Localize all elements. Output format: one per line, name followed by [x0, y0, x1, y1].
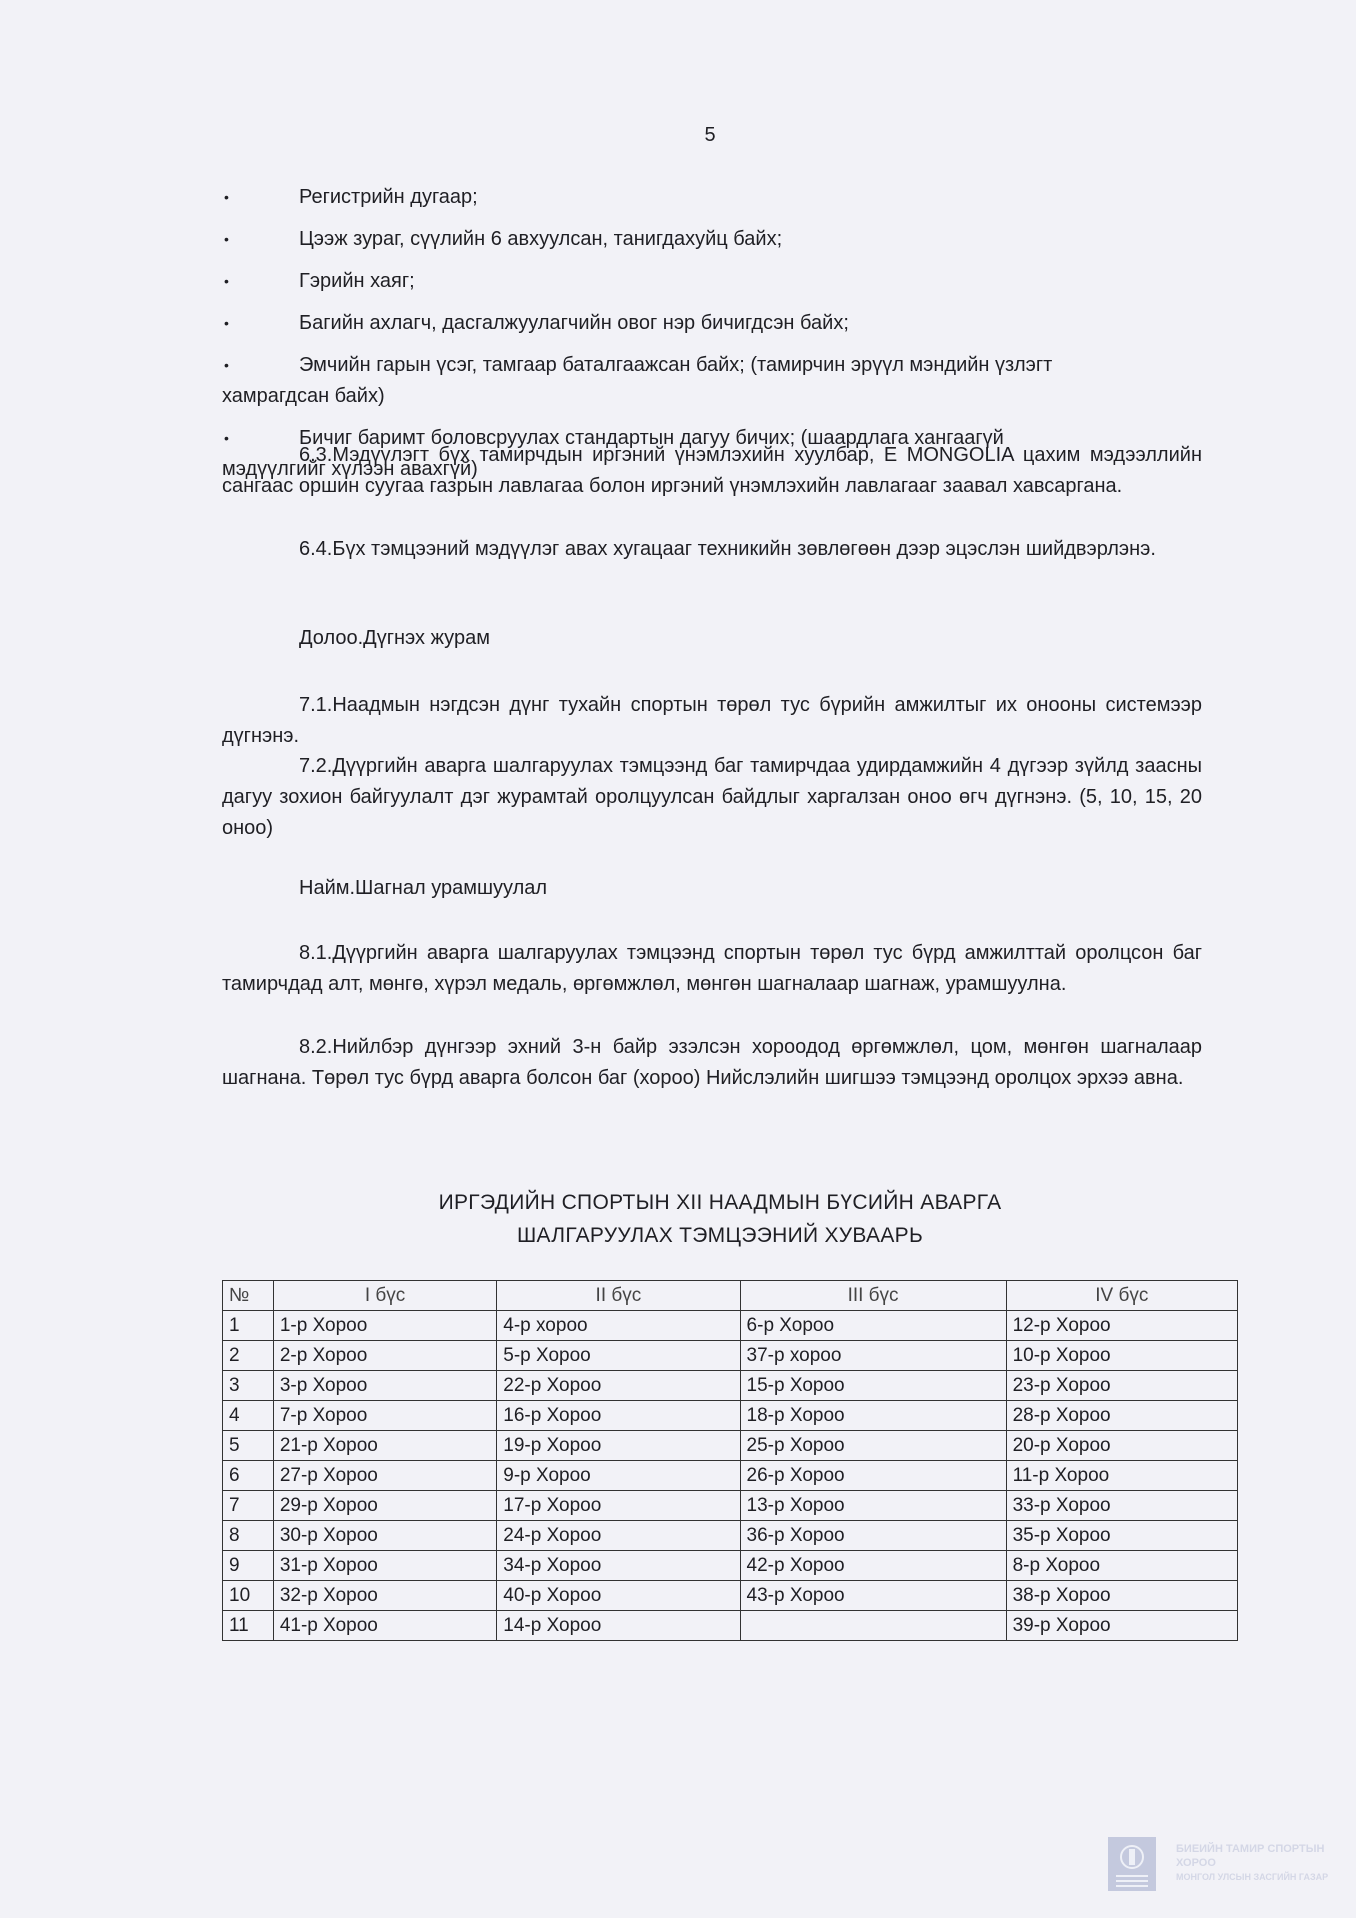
- paragraph-8-1: 8.1.Дүүргийн аварга шалгаруулах тэмцээнд спортын төрөл тус бүрд амжилттай оролцсон баг тамирчдад алт, мөнгө, хүрэл медаль, өргөмжлөл, мөнгөн шагналаар шагнаж, урамшуулна.: [222, 942, 1202, 995]
- bullet-marker: •: [224, 231, 229, 247]
- stamp-text: [1176, 1842, 1346, 1884]
- row-number-cell: 6: [223, 1461, 274, 1491]
- zone-2-cell: 16-р Хороо: [497, 1401, 740, 1431]
- table-row: [223, 1311, 1238, 1341]
- list-item-text: Бичиг баримт боловсруулах стандартын дагуу бичих; (шаардлага хангаагүй: [299, 427, 1004, 449]
- zone-1-cell: 30-р Хороо: [273, 1521, 496, 1551]
- zone-1-cell: 31-р Хороо: [273, 1551, 496, 1581]
- table-header-row: [223, 1281, 1238, 1311]
- zone-2-cell: 9-р Хороо: [497, 1461, 740, 1491]
- paragraph-7-2: 7.2.Дүүргийн аварга шалгаруулах тэмцээнд баг тамирчдаа удирдамжийн 4 дүгээр зүйлд заасны дагуу зохион байгуулалт дэг журамтай оролцуулсан байдлыг харгалзан оноо өгч дүгнэнэ. (5, 10, 15, 20 оноо): [222, 755, 1202, 839]
- list-item-continuation: хамрагдсан байх): [222, 385, 385, 407]
- zone-3-cell: 42-р Хороо: [740, 1551, 1006, 1581]
- zone-4-cell: 39-р Хороо: [1006, 1611, 1237, 1641]
- row-number-cell: 4: [223, 1401, 274, 1431]
- paragraph-8-2: 8.2.Нийлбэр дүнгээр эхний 3-н байр эзэлсэн хороодод өргөмжлөл, цом, мөнгөн шагналаар шагнана. Төрөл тус бүрд аварга болсон баг (хороо) Нийслэлийн шигшээ тэмцээнд оролцох эрхээ авна.: [222, 1036, 1202, 1089]
- zone-4-cell: 38-р Хороо: [1006, 1581, 1237, 1611]
- zone-2-cell: 19-р Хороо: [497, 1431, 740, 1461]
- row-number-cell: 9: [223, 1551, 274, 1581]
- row-number-cell: 2: [223, 1341, 274, 1371]
- zone-1-cell: 32-р Хороо: [273, 1581, 496, 1611]
- bullet-marker: •: [224, 315, 229, 331]
- paragraph-7-1: 7.1.Наадмын нэгдсэн дүнг тухайн спортын төрөл тус бүрийн амжилтыг их онооны системээр дүгнэнэ.: [222, 694, 1202, 747]
- zone-4-cell: 33-р Хороо: [1006, 1491, 1237, 1521]
- table-title-line-2: ШАЛГАРУУЛАХ ТЭМЦЭЭНИЙ ХУВААРЬ: [516, 1224, 924, 1247]
- zone-3-cell: 25-р Хороо: [740, 1431, 1006, 1461]
- zone-1-cell: 7-р Хороо: [273, 1401, 496, 1431]
- paragraph-6-4: 6.4.Бүх тэмцээний мэдүүлэг авах хугацааг техникийн зөвлөгөөн дээр эцэслэн шийдвэрлэнэ.: [299, 538, 1156, 560]
- zone-1-cell: 1-р Хороо: [273, 1311, 496, 1341]
- table-body: [223, 1311, 1238, 1641]
- zone-3-cell: 13-р Хороо: [740, 1491, 1006, 1521]
- zone-3-cell: 6-р Хороо: [740, 1311, 1006, 1341]
- column-header-zone-1: I бүс: [273, 1281, 496, 1311]
- bullet-marker: •: [224, 189, 229, 205]
- zone-3-cell: 43-р Хороо: [740, 1581, 1006, 1611]
- zone-4-cell: 20-р Хороо: [1006, 1431, 1237, 1461]
- table-row: [223, 1581, 1238, 1611]
- list-item: [222, 308, 1202, 339]
- paragraph-6-3: 6.3.Мэдүүлэгт бүх тамирчдын иргэний үнэмлэхийн хуулбар, E MONGOLIA цахим мэдээллийн сангаас оршин суугаа газрын лавлагаа болон иргэний үнэмлэхийн лавлагааг заавал хавсаргана.: [222, 444, 1202, 497]
- bullet-marker: •: [224, 430, 229, 446]
- zone-3-cell: 37-р хороо: [740, 1341, 1006, 1371]
- zone-4-cell: 35-р Хороо: [1006, 1521, 1237, 1551]
- zone-2-cell: 22-р Хороо: [497, 1371, 740, 1401]
- table-row: [223, 1611, 1238, 1641]
- row-number-cell: 7: [223, 1491, 274, 1521]
- zone-1-cell: 3-р Хороо: [273, 1371, 496, 1401]
- bullet-marker: •: [224, 357, 229, 373]
- list-item: [222, 350, 1202, 412]
- column-header-zone-4: IV бүс: [1006, 1281, 1237, 1311]
- row-number-cell: 8: [223, 1521, 274, 1551]
- zone-3-cell: [740, 1611, 1006, 1641]
- stamp-line: БИЕИЙН ТАМИР СПОРТЫН ХОРОО: [1176, 1843, 1325, 1869]
- table-row: [223, 1551, 1238, 1581]
- column-header-number: №: [223, 1281, 274, 1311]
- list-item-text: Регистрийн дугаар;: [299, 186, 478, 208]
- table-row: [223, 1461, 1238, 1491]
- zone-4-cell: 28-р Хороо: [1006, 1401, 1237, 1431]
- row-number-cell: 5: [223, 1431, 274, 1461]
- zone-2-cell: 17-р Хороо: [497, 1491, 740, 1521]
- zone-1-cell: 27-р Хороо: [273, 1461, 496, 1491]
- zone-1-cell: 41-р Хороо: [273, 1611, 496, 1641]
- table-row: [223, 1401, 1238, 1431]
- zone-3-cell: 15-р Хороо: [740, 1371, 1006, 1401]
- table-title-line-1: ИРГЭДИЙН СПОРТЫН XII НААДМЫН БҮСИЙН АВАРГА: [438, 1191, 1002, 1214]
- row-number-cell: 11: [223, 1611, 274, 1641]
- list-item-continuation: мэдүүлгийг хүлээн авахгүй): [222, 458, 478, 480]
- row-number-cell: 10: [223, 1581, 274, 1611]
- table-row: [223, 1491, 1238, 1521]
- list-item-text: Гэрийн хаяг;: [299, 270, 415, 292]
- section-heading-7: Долоо.Дүгнэх журам: [299, 627, 490, 649]
- zone-3-cell: 26-р Хороо: [740, 1461, 1006, 1491]
- zone-4-cell: 10-р Хороо: [1006, 1341, 1237, 1371]
- list-item: [222, 182, 1202, 213]
- table-row: [223, 1431, 1238, 1461]
- zone-schedule-table: [222, 1280, 1238, 1641]
- zone-2-cell: 40-р Хороо: [497, 1581, 740, 1611]
- list-item-text: Эмчийн гарын үсэг, тамгаар баталгаажсан байх; (тамирчин эрүүл мэндийн үзлэгт: [299, 354, 1053, 376]
- zone-1-cell: 21-р Хороо: [273, 1431, 496, 1461]
- table-row: [223, 1521, 1238, 1551]
- zone-2-cell: 14-р Хороо: [497, 1611, 740, 1641]
- list-item: [222, 266, 1202, 297]
- page-number: 5: [704, 124, 716, 146]
- zone-4-cell: 11-р Хороо: [1006, 1461, 1237, 1491]
- table-title: [300, 1186, 1140, 1252]
- zone-1-cell: 2-р Хороо: [273, 1341, 496, 1371]
- government-emblem-logo: [1108, 1837, 1156, 1891]
- zone-3-cell: 18-р Хороо: [740, 1401, 1006, 1431]
- emblem-icon: [1108, 1837, 1156, 1891]
- list-item: [222, 224, 1202, 255]
- zone-2-cell: 34-р Хороо: [497, 1551, 740, 1581]
- column-header-zone-2: II бүс: [497, 1281, 740, 1311]
- zone-4-cell: 23-р Хороо: [1006, 1371, 1237, 1401]
- zone-4-cell: 8-р Хороо: [1006, 1551, 1237, 1581]
- zone-3-cell: 36-р Хороо: [740, 1521, 1006, 1551]
- zone-4-cell: 12-р Хороо: [1006, 1311, 1237, 1341]
- zone-2-cell: 5-р Хороо: [497, 1341, 740, 1371]
- row-number-cell: 1: [223, 1311, 274, 1341]
- list-item-text: Багийн ахлагч, дасгалжуулагчийн овог нэр бичигдсэн байх;: [299, 312, 849, 334]
- table-row: [223, 1371, 1238, 1401]
- column-header-zone-3: III бүс: [740, 1281, 1006, 1311]
- bullet-marker: •: [224, 273, 229, 289]
- logo-caption: МОНГОЛ УЛСЫН ЗАСГИЙН ГАЗАР: [1176, 1872, 1329, 1882]
- table-row: [223, 1341, 1238, 1371]
- zone-2-cell: 24-р Хороо: [497, 1521, 740, 1551]
- zone-1-cell: 29-р Хороо: [273, 1491, 496, 1521]
- section-heading-8: Найм.Шагнал урамшуулал: [299, 877, 548, 899]
- list-item-text: Цээж зураг, сүүлийн 6 авхуулсан, танигдахуйц байх;: [299, 228, 783, 250]
- zone-2-cell: 4-р хороо: [497, 1311, 740, 1341]
- row-number-cell: 3: [223, 1371, 274, 1401]
